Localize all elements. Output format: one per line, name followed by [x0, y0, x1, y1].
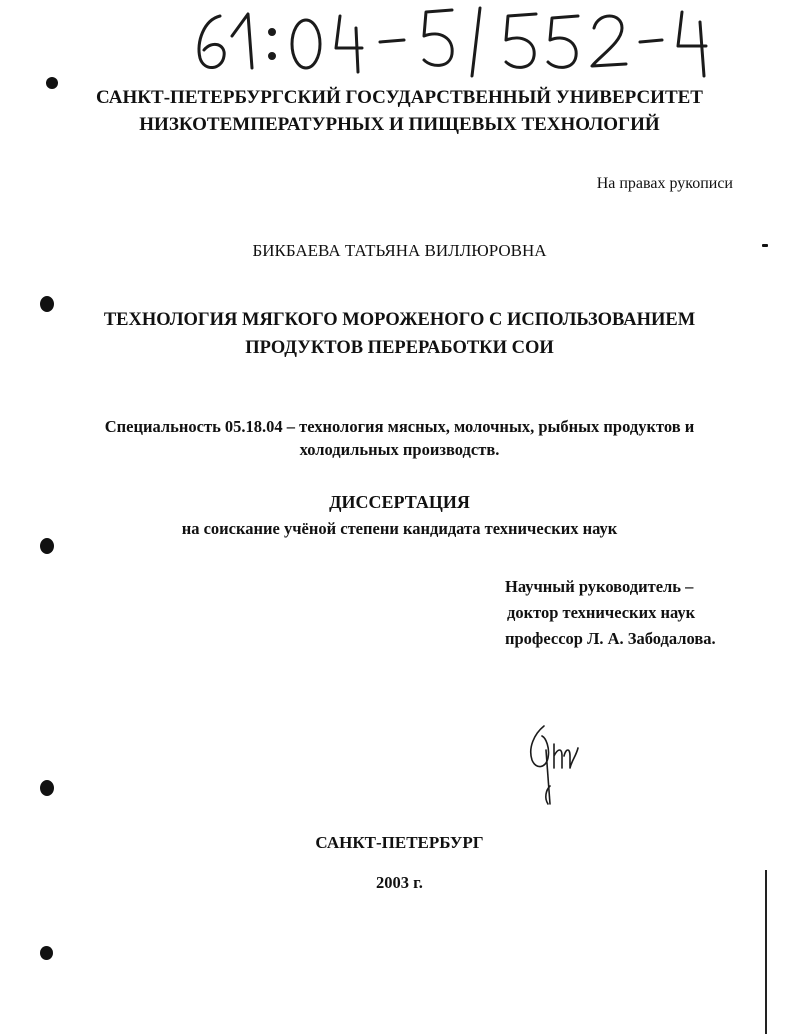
specialty — [0, 415, 799, 461]
university-line-2: НИЗКОТЕМПЕРАТУРНЫХ И ПИЩЕВЫХ ТЕХНОЛОГИЙ — [139, 114, 660, 135]
advisor-line-3: профессор Л. А. Забодалова. — [505, 629, 716, 648]
manuscript-note: На правах рукописи — [596, 175, 733, 192]
scientific-advisor — [505, 574, 716, 652]
signature-strokes — [520, 720, 590, 810]
university-line-1: САНКТ-ПЕТЕРБУРГСКИЙ ГОСУДАРСТВЕННЫЙ УНИВЕРСИТЕТ — [96, 87, 703, 108]
scan-edge-line — [765, 870, 767, 1034]
university-name — [0, 84, 799, 138]
thesis-title — [0, 306, 799, 362]
binder-hole-mark — [40, 780, 54, 796]
signature — [520, 720, 590, 810]
degree-statement: на соискание учёной степени кандидата технических наук — [181, 519, 618, 538]
title-line-1: ТЕХНОЛОГИЯ МЯГКОГО МОРОЖЕНОГО С ИСПОЛЬЗОВАНИЕМ — [103, 310, 696, 330]
city: САНКТ-ПЕТЕРБУРГ — [315, 833, 484, 852]
binder-hole-mark — [40, 538, 54, 554]
advisor-line-1: Научный руководитель – — [505, 577, 694, 596]
document-type: ДИССЕРТАЦИЯ — [329, 492, 470, 512]
year: 2003 г. — [376, 873, 423, 892]
title-line-2: ПРОДУКТОВ ПЕРЕРАБОТКИ СОИ — [245, 338, 554, 358]
binder-hole-mark — [40, 946, 53, 960]
author-name: БИКБАЕВА ТАТЬЯНА ВИЛЛЮРОВНА — [252, 241, 547, 260]
specialty-line-2: холодильных производств. — [299, 440, 500, 459]
specialty-line-1: Специальность 05.18.04 – технология мясных, молочных, рыбных продуктов и — [104, 417, 695, 436]
handwritten-archive-code — [190, 2, 730, 78]
advisor-line-2: доктор технических наук — [507, 603, 696, 622]
